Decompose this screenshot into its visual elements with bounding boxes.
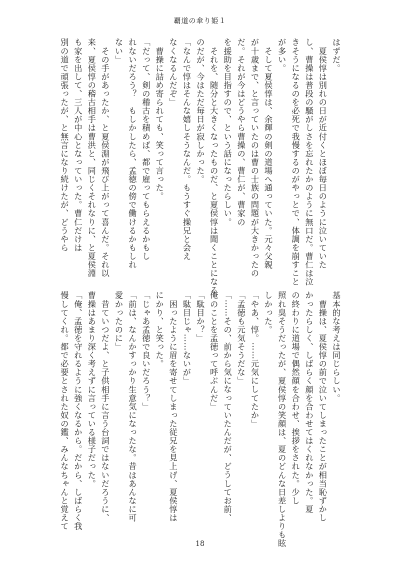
- text-line: 「俺、孟徳を守れるように強くなるから。だから、しばらく我: [73, 291, 84, 531]
- text-line: はずだ。: [332, 38, 342, 73]
- text-line: 俺のことを孟徳って呼ぶんだ」: [209, 291, 220, 411]
- text-line: 来、夏侯惇の稽古相手は曹洪と、同じくそれなりに、と夏侯淵: [87, 38, 98, 278]
- text-line: 「だって、剣の稽古を積めば、都で雇ってもらえるかもし: [141, 38, 152, 261]
- text-line: 「……その、前から気になっていたんだが、どうしてお前、: [223, 291, 234, 522]
- text-line: にかり、と笑った。: [155, 291, 166, 368]
- text-line: が十歳まで、と言っていたのは曹の士族の問題が大きかったの: [250, 38, 261, 278]
- text-line: し、曹操は普段の騒がしさを忘れたかのように無口だ。曹仁は泣: [304, 38, 315, 286]
- text-line: が多い。: [277, 38, 288, 73]
- text-line: 「なんで惇はそんな嬉しそうなんだ。もうすぐ操兄と会え: [182, 38, 193, 261]
- text-line: 困ったように眉を寄せてしまった従兄を見上げ、夏侯惇は: [168, 291, 179, 522]
- text-line: 昔ていつだよ、と子供相手に言う台詞ではないだろうに、: [100, 291, 111, 522]
- text-line: の終わりに道場で偶然顔を合わせ、挨拶をされた。少し: [291, 291, 302, 505]
- text-line: 「駄目じゃ……ないが」: [182, 291, 193, 386]
- text-line: 「孟徳も元気そうだな」: [236, 291, 247, 386]
- text-line: 照れ臭そうだったが、夏侯惇の笑顔は、夏のどんな日差しよりも眩: [277, 291, 288, 548]
- text-line: 「やあ、惇。……元気にしてたか」: [250, 291, 261, 428]
- text-line: しかった。: [264, 291, 275, 334]
- text-line: きそうになるのを必死で我慢するのがやっとで、体調を崩すこと: [291, 38, 302, 286]
- text-line: 曹操は、夏侯惇の前で泣いてしまったことが相当恥ずかし: [318, 291, 329, 522]
- text-line: のだが、今はただ毎日が寂しかった。: [196, 38, 207, 184]
- text-line: なくなるんだぞ」: [168, 38, 179, 107]
- text-line: も家を出して、三人が中心となっていった。曹仁だけは: [73, 38, 84, 252]
- text-line: 愛かったのに」: [114, 291, 125, 351]
- text-line: それを、随分と大きくなったものだ、と夏侯惇は聞くことになる: [209, 38, 220, 295]
- page-header-title: 覇道の傘り姫１: [173, 17, 227, 25]
- text-line: 慢してくれ。都で必要とされた奴の鑑、みんなちゃんと覚えて: [60, 291, 71, 531]
- text-line: 夏侯惇は別れの日が近付くとほぼ毎日のように泣いていた: [318, 38, 329, 269]
- text-line: 「じゃあ孟徳で良いだろう？」: [141, 291, 152, 411]
- upper-text-block: [58, 38, 343, 295]
- text-line: そして夏侯惇は、余輝の剣の道場へ通っていた。元々父親: [264, 38, 275, 269]
- text-line: かったらしく、しばらく顔を合わせてはくれなかった。夏: [304, 291, 315, 514]
- text-line: 別の道で頑張ったが、と無言になり続けたが、どうやら: [60, 38, 71, 252]
- text-line: その手があったか、と夏侯淵が飛び上がって喜んだ。それ以: [100, 38, 111, 278]
- text-line: 曹操に詰め寄られても、笑って言った。: [155, 38, 166, 201]
- page-number: 18: [195, 540, 205, 548]
- text-line: ない」: [114, 38, 125, 64]
- text-line: 「前は、なんかすっかり生意気になったな。昔はあんなに可: [128, 291, 139, 522]
- text-line: 基本的な考えは同じらしい。: [332, 291, 342, 403]
- text-line: だ。それが今はどうやら曹操の、曹仁が、曹家の: [236, 38, 247, 227]
- text-line: 「駄目か？」: [196, 291, 207, 343]
- text-line: を援助を目指すので、という話になったらしい。: [223, 38, 234, 227]
- text-line: れないだろう？ もしかしたら、孟徳の傍で働けるかもしれ: [128, 38, 139, 269]
- text-line: 曹操はあまり深く考えずに言っている様子だった。: [87, 291, 98, 488]
